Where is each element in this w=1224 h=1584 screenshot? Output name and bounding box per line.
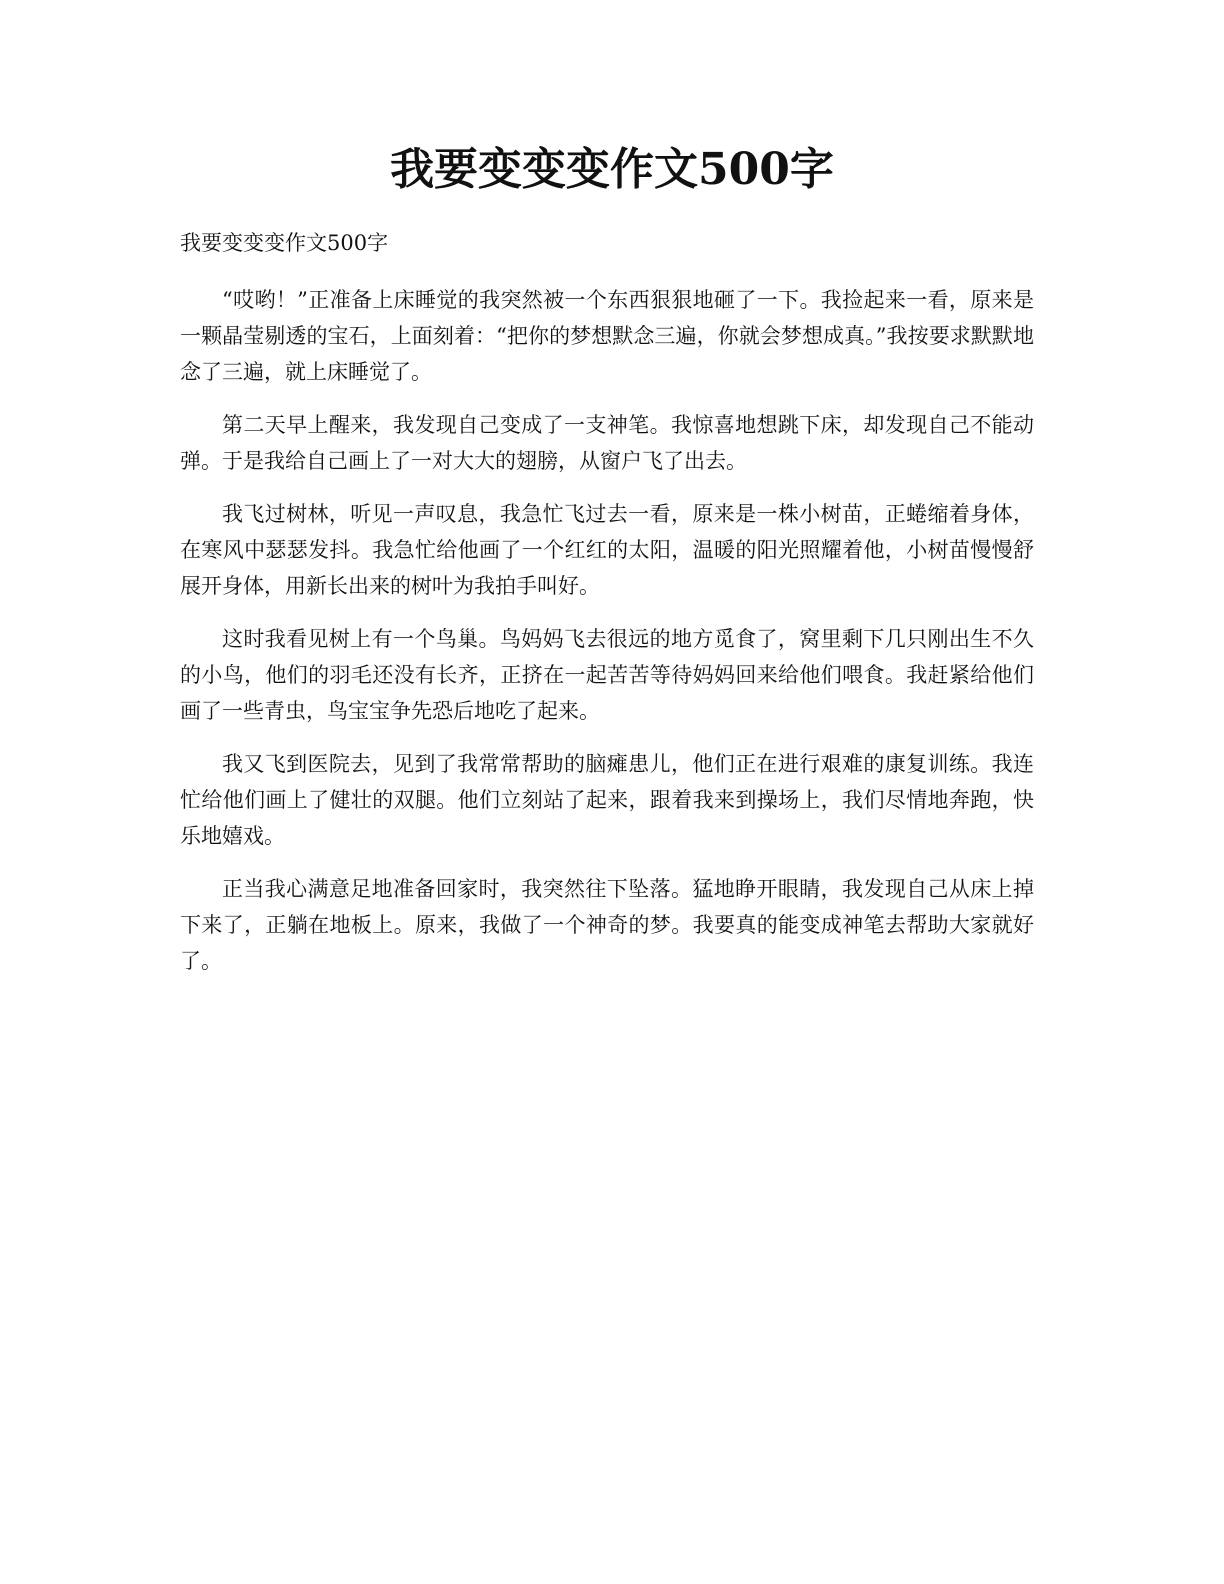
paragraph-4: 这时我看见树上有一个鸟巢。鸟妈妈飞去很远的地方觅食了，窝里剩下几只刚出生不久的小鸟，他们的羽毛还没有长齐，正挤在一起苦苦等待妈妈回来给他们喂食。我赶紧给他们画了一些青虫，鸟宝宝争先恐后地吃了起来。 <box>180 627 1034 723</box>
paragraph-6: 正当我心满意足地准备回家时，我突然往下坠落。猛地睁开眼睛，我发现自己从床上掉下来了，正躺在地板上。原来，我做了一个神奇的梦。我要真的能变成神笔去帮助大家就好了。 <box>180 877 1034 973</box>
document-subtitle: 我要变变变作文500字 <box>180 231 389 255</box>
essay-body <box>180 282 1034 996</box>
paragraph-3: 我飞过树林，听见一声叹息，我急忙飞过去一看，原来是一株小树苗，正蜷缩着身体，在寒风中瑟瑟发抖。我急忙给他画了一个红红的太阳，温暖的阳光照耀着他，小树苗慢慢舒展开身体，用新长出来的树叶为我拍手叫好。 <box>180 502 1034 598</box>
paragraph-1: “哎哟！”正准备上床睡觉的我突然被一个东西狠狠地砸了一下。我捡起来一看，原来是一颗晶莹剔透的宝石，上面刻着：“把你的梦想默念三遍，你就会梦想成真。”我按要求默默地念了三遍，就上床睡觉了。 <box>180 288 1034 384</box>
paragraph-2: 第二天早上醒来，我发现自己变成了一支神笔。我惊喜地想跳下床，却发现自己不能动弹。于是我给自己画上了一对大大的翅膀，从窗户飞了出去。 <box>180 413 1034 473</box>
paragraph-5: 我又飞到医院去，见到了我常常帮助的脑瘫患儿，他们正在进行艰难的康复训练。我连忙给他们画上了健壮的双腿。他们立刻站了起来，跟着我来到操场上，我们尽情地奔跑，快乐地嬉戏。 <box>180 752 1034 848</box>
page-title: 我要变变变作文500字 <box>390 144 834 195</box>
